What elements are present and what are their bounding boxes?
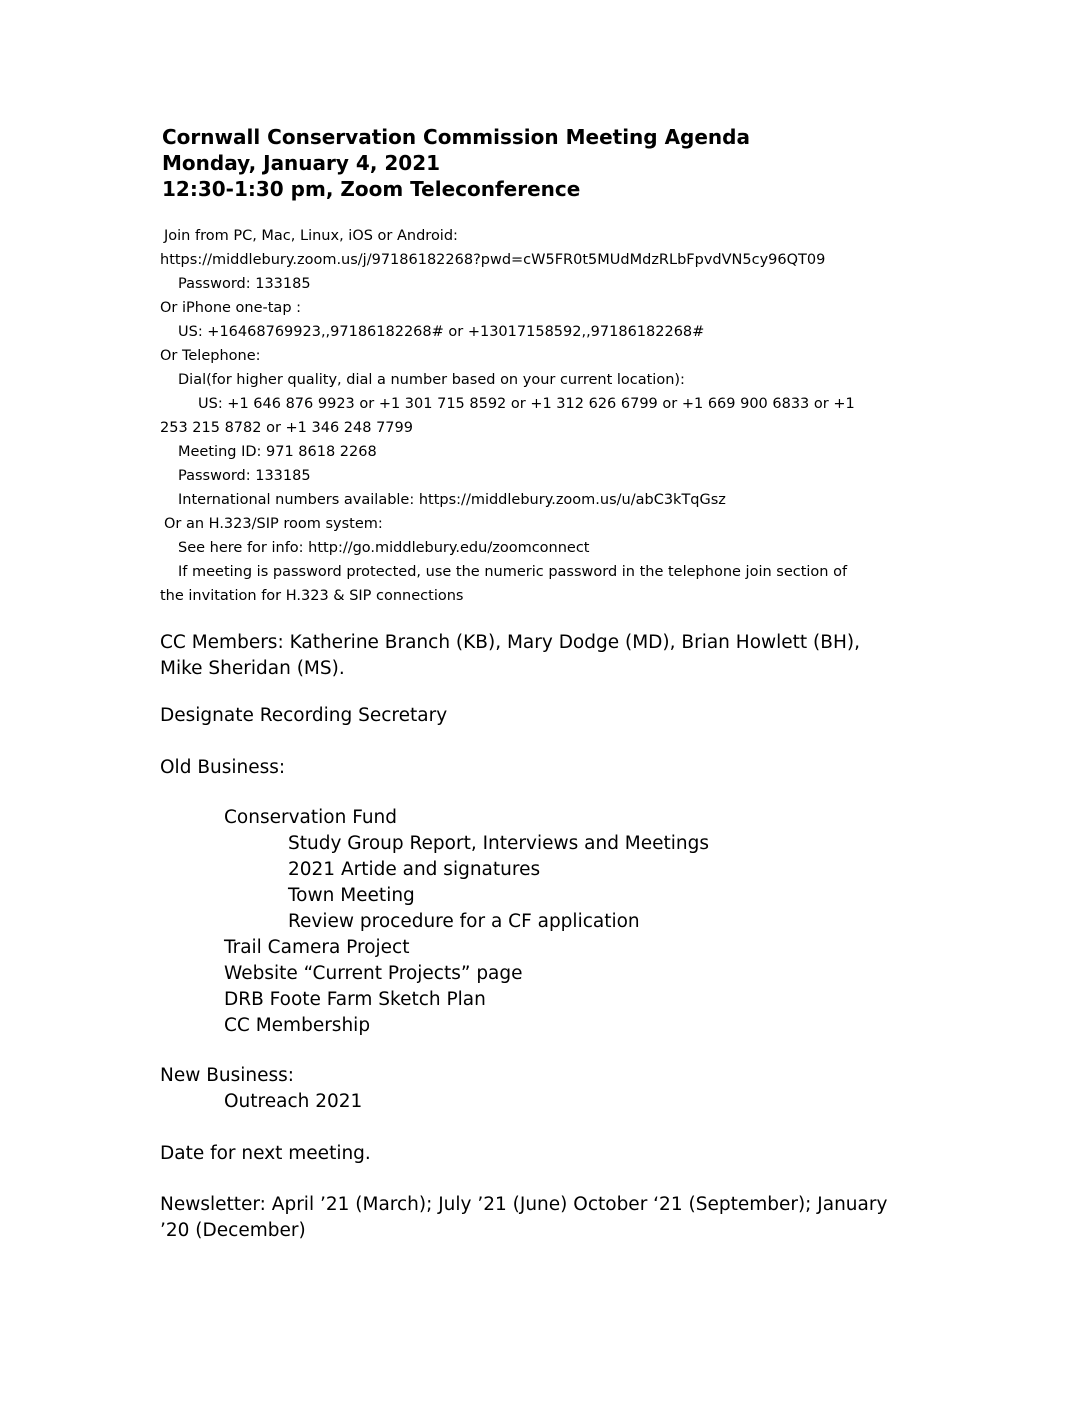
list-item-trail-camera: Trail Camera Project (224, 937, 410, 958)
sip-label: Or an H.323/SIP room system: (164, 516, 383, 532)
list-item-study-group: Study Group Report, Interviews and Meetings (288, 833, 710, 854)
agenda-header (162, 124, 750, 202)
dial-label: Dial(for higher quality, dial a number based on your current location): (178, 372, 685, 388)
members-line-2: Mike Sheridan (MS). (160, 658, 345, 679)
members-line-1: CC Members: Katherine Branch (KB), Mary Dodge (MD), Brian Howlett (BH), (160, 632, 860, 653)
old-business-list (160, 805, 940, 1039)
zoom-join-info (160, 224, 940, 608)
sip-note-line-2: the invitation for H.323 & SIP connections (160, 588, 464, 604)
meeting-time-location: 12:30-1:30 pm, Zoom Teleconference (162, 177, 581, 201)
designate-secretary: Designate Recording Secretary (160, 705, 448, 726)
new-business-heading: New Business: (160, 1065, 295, 1086)
newsletter-line-1: Newsletter: April ’21 (March); July ’21 (June) October ‘21 (September); January (160, 1194, 888, 1215)
list-item-website: Website “Current Projects” page (224, 963, 523, 984)
telephone-label: Or Telephone: (160, 348, 261, 364)
secretary-section (160, 703, 940, 729)
old-business-heading-wrap (160, 755, 940, 781)
list-item-conservation-fund: Conservation Fund (224, 807, 398, 828)
list-item-outreach: Outreach 2021 (224, 1091, 363, 1112)
us-numbers-line-1: US: +1 646 876 9923 or +1 301 715 8592 or +1 312 626 6799 or +1 669 900 6833 or +1 (198, 396, 855, 412)
meeting-id: Meeting ID: 971 8618 2268 (178, 444, 377, 460)
join-url-link[interactable]: https://middlebury.zoom.us/j/97186182268?pwd=cW5FR0t5MUdMdzRLbFpvdVN5cy96QT09 (160, 252, 826, 268)
members-section (160, 630, 940, 682)
list-item-article: 2021 Artide and signatures (288, 859, 541, 880)
list-item-drb: DRB Foote Farm Sketch Plan (224, 989, 486, 1010)
sip-note-line-1: If meeting is password protected, use the numeric password in the telephone join section of (178, 564, 848, 580)
sip-info-link[interactable]: See here for info: http://go.middlebury.edu/zoomconnect (178, 540, 590, 556)
next-meeting-date: Date for next meeting. (160, 1143, 371, 1164)
international-numbers-link[interactable]: International numbers available: https://middlebury.zoom.us/u/abC3kTqGsz (178, 492, 726, 508)
list-item-review-procedure: Review procedure for a CF application (288, 911, 640, 932)
us-numbers-line-2: 253 215 8782 or +1 346 248 7799 (160, 420, 413, 436)
list-item-membership: CC Membership (224, 1015, 371, 1036)
next-meeting-section (160, 1141, 940, 1167)
agenda-title: Cornwall Conservation Commission Meeting Agenda (162, 125, 750, 149)
meeting-date: Monday, January 4, 2021 (162, 151, 441, 175)
new-business-section (160, 1063, 940, 1115)
iphone-label: Or iPhone one-tap : (160, 300, 302, 316)
iphone-numbers: US: +16468769923,,97186182268# or +13017158592,,97186182268# (178, 324, 705, 340)
old-business-heading: Old Business: (160, 757, 286, 778)
telephone-password: Password: 133185 (178, 468, 311, 484)
join-label: Join from PC, Mac, Linux, iOS or Android: (164, 228, 458, 244)
newsletter-section (160, 1192, 940, 1244)
list-item-town-meeting: Town Meeting (288, 885, 415, 906)
join-password: Password: 133185 (178, 276, 311, 292)
newsletter-line-2: ’20 (December) (160, 1220, 306, 1241)
